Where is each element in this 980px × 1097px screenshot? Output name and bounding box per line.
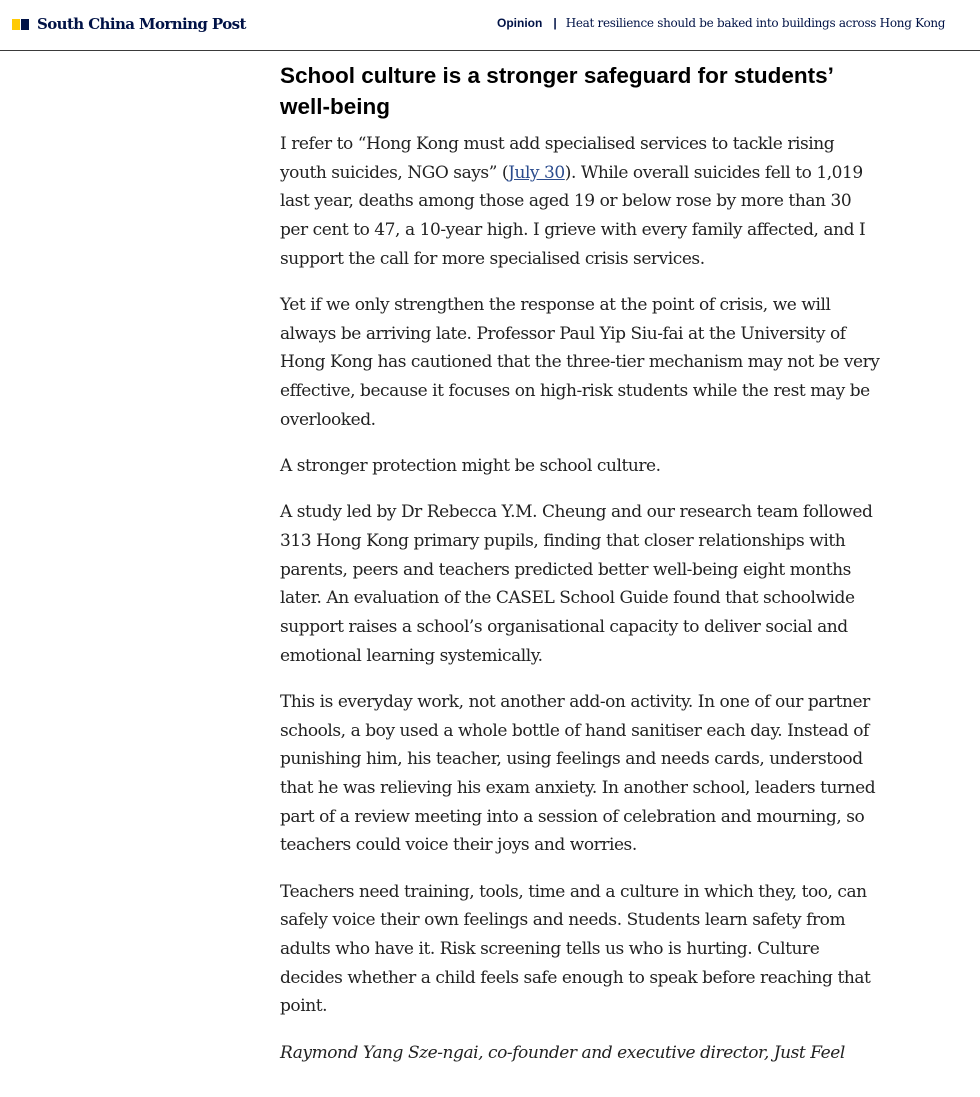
article-paragraph-3: A stronger protection might be school culture. xyxy=(280,456,661,477)
article-paragraph-2: Yet if we only strengthen the response at the point of crisis, we will always be arriving late. Professor Paul Yip Siu-fai at the University of Hong Kong has cautioned that the three-tier mechanism may not be very effective, because it focuses on high-risk students while the rest may be overlooked. xyxy=(280,295,880,430)
paragraph-1-text-before-link: I refer to “Hong Kong must add specialised services to tackle rising youth suicides, NGO says” ( xyxy=(280,134,835,183)
article-paragraph-1 xyxy=(280,130,880,274)
top-bar xyxy=(0,0,980,51)
article-paragraph-6: Teachers need training, tools, time and a culture in which they, too, can safely voice their own feelings and needs. Students learn safety from adults who have it. Risk screening tells us who is hurting. Culture decides whether a child feels safe enough to speak before reaching that point. xyxy=(280,881,871,1017)
article-paragraph-4: A study led by Dr Rebecca Y.M. Cheung and our research team followed 313 Hong Kong primary pupils, finding that closer relationships with parents, peers and teachers predicted better well-being eight months later. An evaluation of the CASEL School Guide found that schoolwide support raises a school’s organisational capacity to deliver social and emotional learning systemically. xyxy=(280,502,873,666)
author-signoff: Raymond Yang Sze-ngai, co-founder and executive director, Just Feel xyxy=(280,1042,845,1063)
scmp-logo[interactable] xyxy=(12,14,246,34)
scmp-logo-icon xyxy=(12,19,29,30)
article-title: School culture is a stronger safeguard for students’ well-being xyxy=(280,63,833,119)
section-nav xyxy=(497,16,945,30)
current-article-headline-link[interactable]: Heat resilience should be baked into buildings across Hong Kong xyxy=(565,16,946,30)
logo-navy-block xyxy=(21,19,29,30)
section-link-opinion[interactable]: Opinion xyxy=(497,16,543,30)
brand-name: South China Morning Post xyxy=(37,15,246,33)
logo-yellow-block xyxy=(12,19,20,30)
nav-separator: | xyxy=(553,16,557,30)
article xyxy=(280,60,880,1067)
article-paragraph-5: This is everyday work, not another add-on activity. In one of our partner schools, a boy used a whole bottle of hand sanitiser each day. Instead of punishing him, his teacher, using feelings and needs cards, understood that he was relieving his exam anxiety. In another school, leaders turned part of a review meeting into a session of celebration and mourning, so teachers could voice their joys and worries. xyxy=(280,691,876,856)
july-30-article-link[interactable]: July 30 xyxy=(508,162,565,183)
paragraph-1-text-after-link: ). While overall suicides fell to 1,019 last year, deaths among those aged 19 or below rose by more than 30 per cent to 47, a 10-year high. I grieve with every family affected, and I support the call for more specialised crisis services. xyxy=(280,162,866,269)
